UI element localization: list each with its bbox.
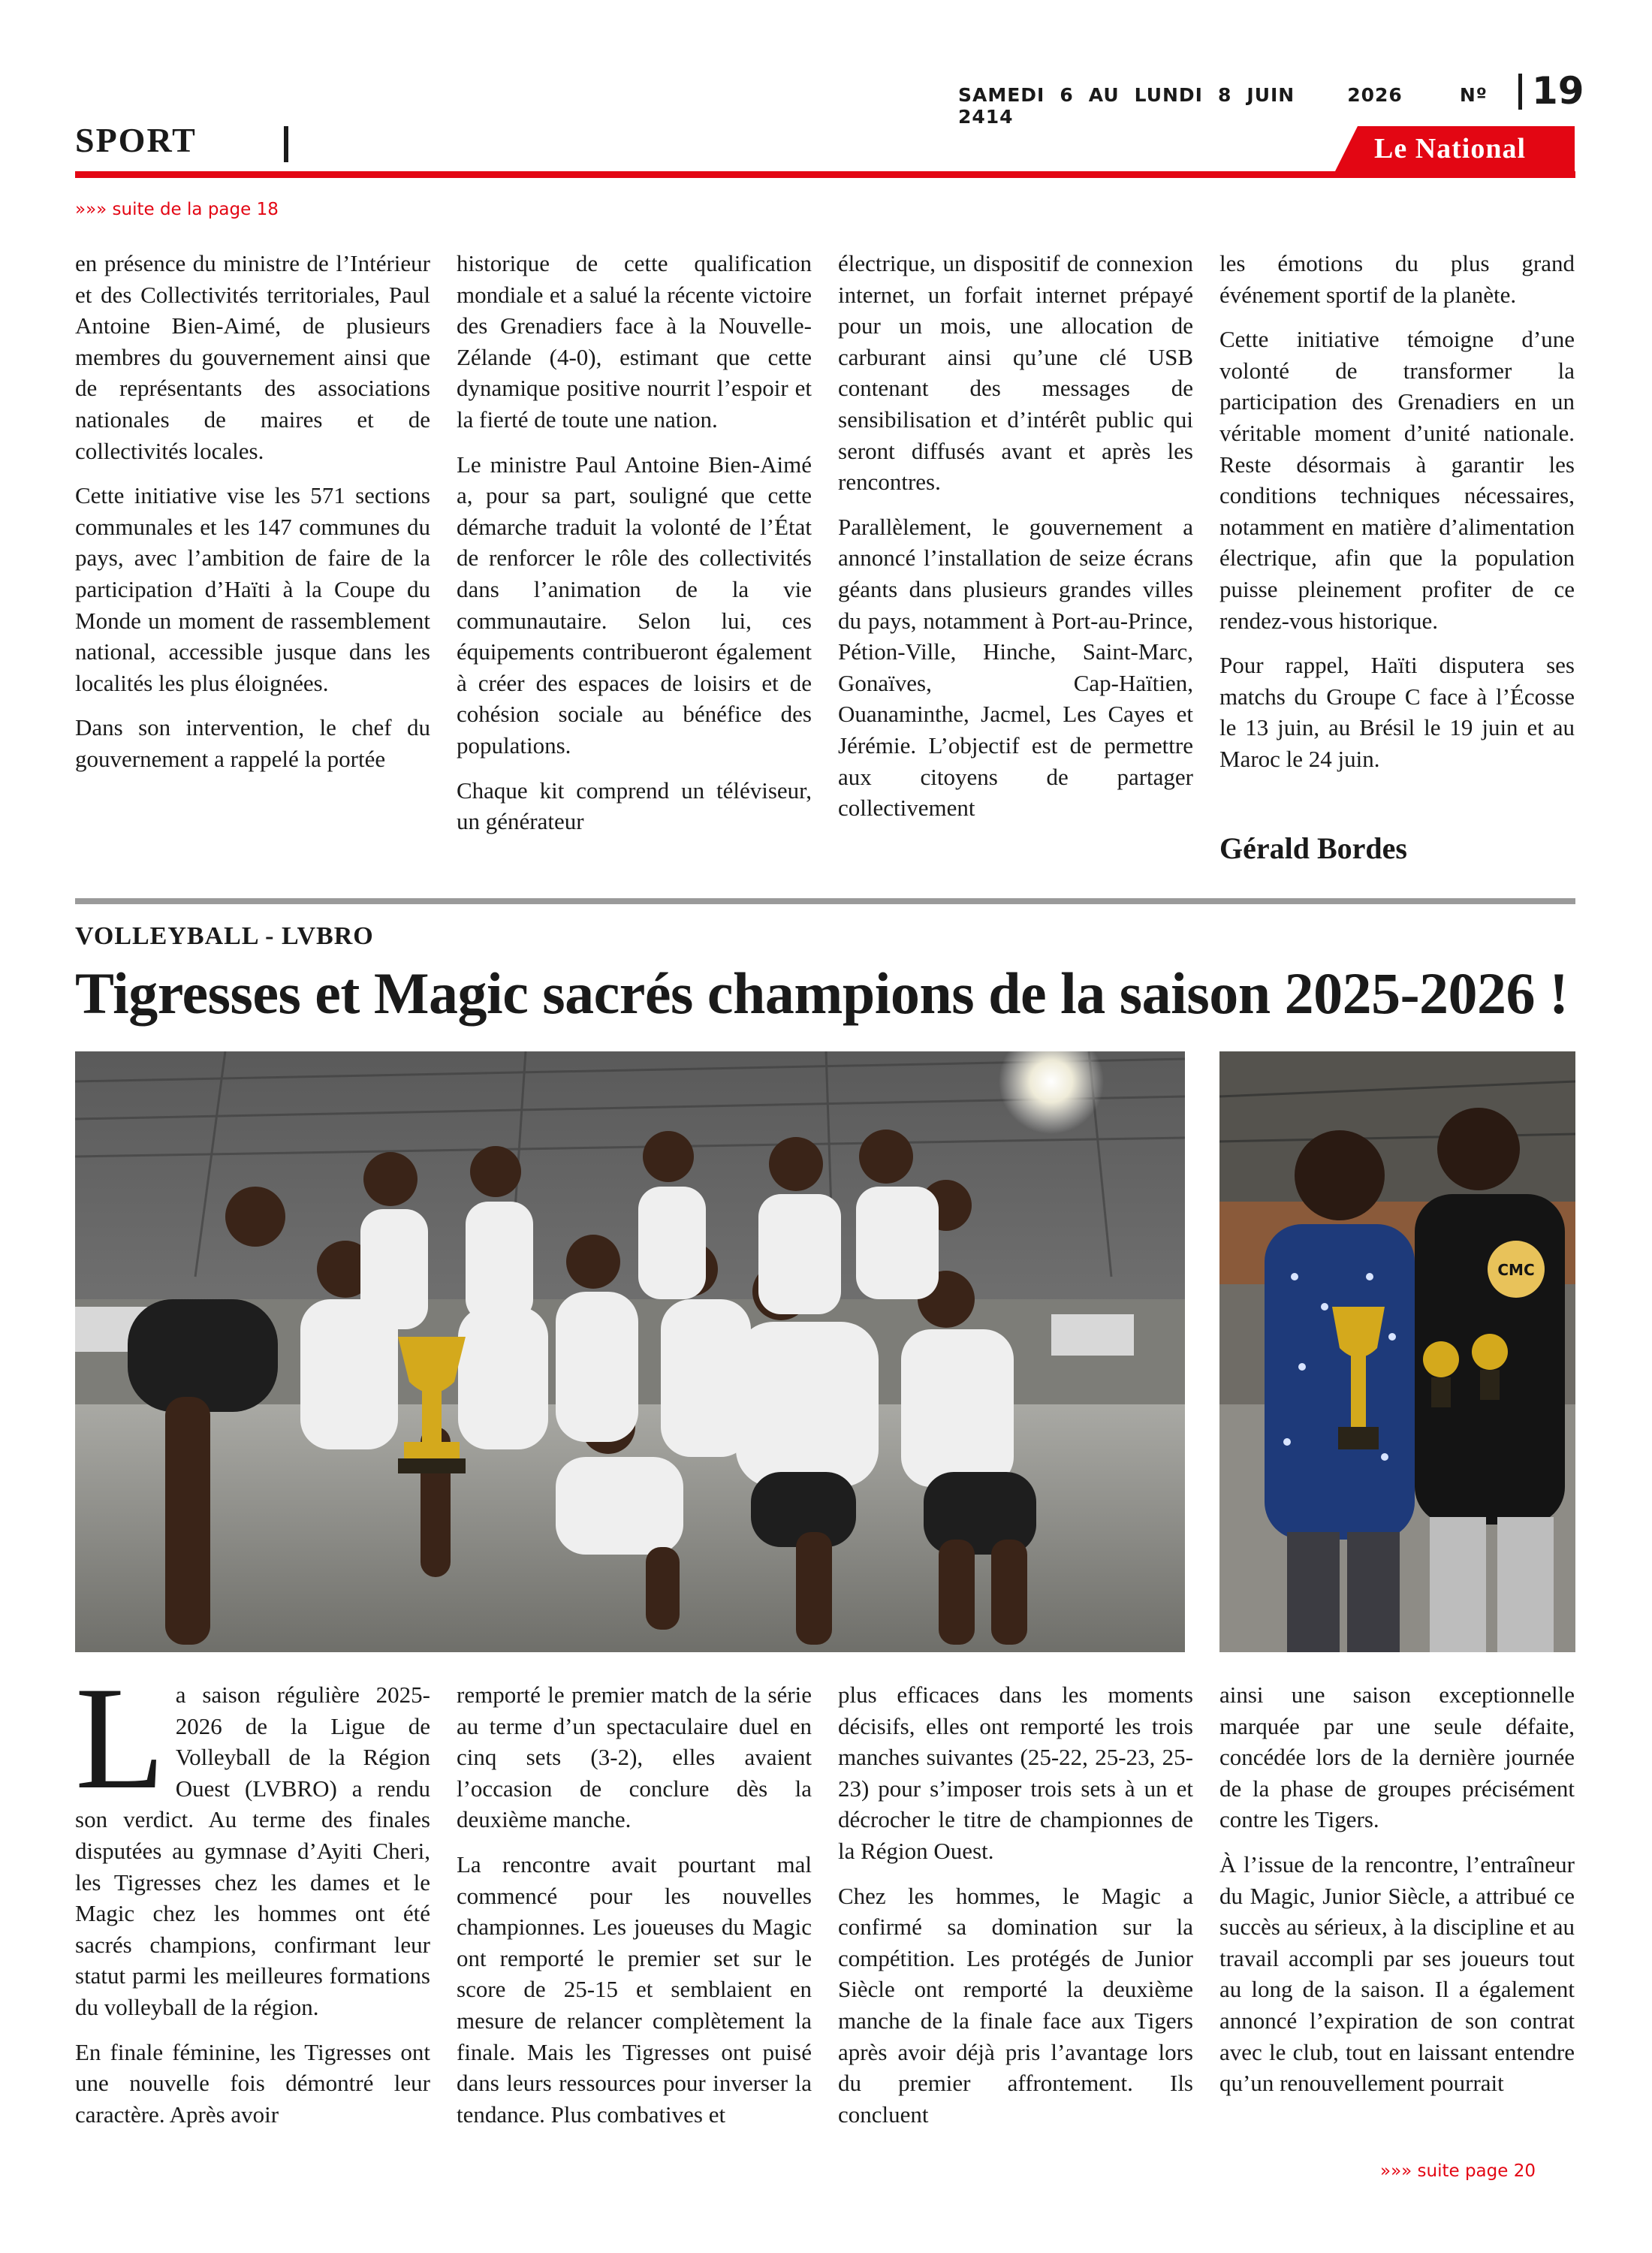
paragraph: électrique, un dispositif de connexion internet, un forfait internet prépayé pour un mois, une allocation de carburant ainsi qu’une clé USB contenant des messages de sensibilisation et d’intérêt public qui seront diffusés avant et après les rencontres. xyxy=(838,250,1193,496)
paragraph: Chaque kit comprend un téléviseur, un générateur xyxy=(457,777,812,835)
men-photo-illustration xyxy=(1219,1051,1575,1652)
date-year: 2026 xyxy=(1347,84,1403,106)
date-au: AU xyxy=(1088,84,1120,106)
article1-column-2 xyxy=(457,248,812,851)
date-day2: LUNDI xyxy=(1134,84,1203,106)
article1-column-3 xyxy=(838,248,1193,837)
date-day: SAMEDI xyxy=(958,84,1045,106)
paragraph: remporté le premier match de la série au terme d’un spectaculaire duel en cinq sets (3-2), elles avaient l’occasion de conclure dès la deuxième manche. xyxy=(457,1681,812,1833)
paragraph: en présence du ministre de l’Intérieur et des Collectivités territoriales, Paul Antoine Bien-Aimé, de plusieurs membres du gouvernement ainsi que de représentants des associations nationales de maires et de collectivités locales. xyxy=(75,250,430,464)
article-headline: Tigresses et Magic sacrés champions de la saison 2025-2026 ! xyxy=(75,961,1569,1026)
paragraph: Cette initiative témoigne d’une volonté de transformer la participation des Grenadiers en un véritable moment d’unité nationale. Reste désormais à garantir les conditions techniques nécessaires, notamment en matière d’alimentation électrique, afin que la population puisse pleinement profiter de ce rendez-vous historique. xyxy=(1219,326,1575,634)
paragraph: Parallèlement, le gouvernement a annoncé l’installation de seize écrans géants dans plusieurs grandes villes du pays, notamment à Port-au-Prince, Pétion-Ville, Hinche, Saint-Marc, Gonaïves, Cap-Haïtien, Ouanaminthe, Jacmel, Les Cayes et Jérémie. L’objectif est de permettre aux citoyens de partager collectivement xyxy=(838,513,1193,822)
paragraph: historique de cette qualification mondiale et a salué la récente victoire des Grenadiers face à la Nouvelle-Zélande (4-0), estimant que cette dynamique positive nourrit l’espoir et la fierté de toute une nation. xyxy=(457,250,812,433)
paragraph: En finale féminine, les Tigresses ont une nouvelle fois démontré leur caractère. Après avoir xyxy=(75,2038,430,2128)
paragraph: La rencontre avait pourtant mal commencé pour les nouvelles championnes. Les joueuses du Magic ont remporté le premier set sur le score de 25-15 et semblaient en mesure de relancer complètement la finale. Mais les Tigresses ont puisé dans leurs ressources pour inverser la tendance. Plus combatives et xyxy=(457,1850,812,2128)
article1-column-4 xyxy=(1219,248,1575,789)
paragraph: plus efficaces dans les moments décisifs, elles ont remporté les trois manches suivantes (25-22, 25-23, 25-23) pour s’imposer trois sets à un et décrocher le titre de championnes de la Région Ouest. xyxy=(838,1681,1193,1864)
page-number-separator xyxy=(1518,74,1522,110)
page-number: 19 xyxy=(1532,69,1584,113)
paragraph: ainsi une saison exceptionnelle marquée par une seule défaite, concédée lors de la dernière journée de la phase de groupes précisément contre les Tigers. xyxy=(1219,1681,1575,1833)
date-day2-num: 8 xyxy=(1218,84,1232,106)
date-month: JUIN xyxy=(1247,84,1295,106)
team-celebration-photo xyxy=(75,1051,1185,1652)
header-rule xyxy=(75,171,1575,178)
paragraph: Cette initiative vise les 571 sections communales et les 147 communes du pays, avec l’ambition de faire de la participation d’Haïti à la Coupe du Monde un moment de rassemblement national, accessible jusque dans les localités les plus éloignées. xyxy=(75,482,430,696)
continued-on-link[interactable]: »»» suite page 20 xyxy=(1380,2161,1536,2181)
drop-cap: L xyxy=(75,1657,165,1820)
brand-name: Le National xyxy=(1374,133,1527,164)
continued-from-link[interactable]: »»» suite de la page 18 xyxy=(75,200,279,219)
article-kicker: VOLLEYBALL - LVBRO xyxy=(75,922,374,950)
paragraph: Dans son intervention, le chef du gouvernement a rappelé la portée xyxy=(75,714,430,772)
magic-coach-and-player-photo xyxy=(1219,1051,1575,1652)
paragraph xyxy=(75,1657,430,2023)
article2-column-1 xyxy=(75,1657,430,2143)
article2-column-4 xyxy=(1219,1679,1575,2113)
team-photo-illustration xyxy=(75,1051,1185,1652)
article1-column-1 xyxy=(75,248,430,789)
paragraph: les émotions du plus grand événement sportif de la planète. xyxy=(1219,250,1575,308)
article2-column-3 xyxy=(838,1679,1193,2143)
section-label: SPORT xyxy=(75,121,197,159)
date-line xyxy=(958,84,1488,128)
author-byline: Gérald Bordes xyxy=(1219,831,1407,865)
section-divider xyxy=(284,126,288,162)
paragraph-text: a saison régulière 2025-2026 de la Ligue de Volleyball de la Région Ouest (LVBRO) a rendu son verdict. Au terme des finales disputées au gymnase d’Ayiti Cheri, les Tigresses chez les dames et le Magic chez les hommes ont été sacrés champions, confirmant leur statut parmi les meilleures formations du volleyball de la région. xyxy=(75,1681,430,2020)
jersey-badge-text: CMC xyxy=(1497,1261,1535,1279)
paragraph: À l’issue de la rencontre, l’entraîneur du Magic, Junior Siècle, a attribué ce succès au sérieux, à la discipline et au travail accompli par ses joueurs tout au long de la saison. Il a également annoncé l’expiration de son contrat avec le club, tout en laissant entendre qu’un renouvellement pourrait xyxy=(1219,1850,1575,2097)
date-day-num: 6 xyxy=(1060,84,1074,106)
paragraph: Chez les hommes, le Magic a confirmé sa domination sur la compétition. Les protégés de Junior Siècle ont remporté la deuxième manche de la finale face aux Tigers après avoir déjà pris l’avantage lors du premier affrontement. Ils concluent xyxy=(838,1882,1193,2128)
paragraph: Le ministre Paul Antoine Bien-Aimé a, pour sa part, souligné que cette démarche traduit la volonté de l’État de renforcer le rôle des collectivités dans l’animation de la vie communautaire. Selon lui, ces équipements contribueront également à créer des espaces de loisirs et de cohésion sociale au bénéfice des populations. xyxy=(457,451,812,759)
issue-number: Nº 2414 xyxy=(958,84,1488,128)
article2-column-2 xyxy=(457,1679,812,2143)
paragraph: Pour rappel, Haïti disputera ses matchs du Groupe C face à l’Écosse le 13 juin, au Brésil le 19 juin et au Maroc le 24 juin. xyxy=(1219,652,1575,772)
article-divider xyxy=(75,898,1575,904)
